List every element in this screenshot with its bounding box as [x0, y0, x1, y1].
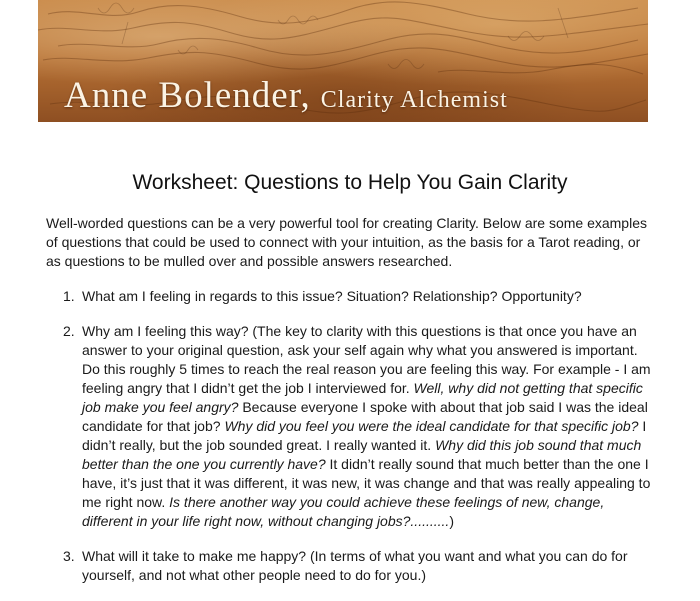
question-text: What am I feeling in regards to this issue? Situation? Relationship? Opportunity? [82, 288, 582, 304]
question-number: 2. [63, 323, 75, 339]
example-question: Well, why did not getting that specific job make you feel angry? [82, 380, 643, 415]
author-title: Clarity Alchemist [320, 87, 508, 113]
example-question: Why did you feel you were the ideal candidate for that specific job? [224, 418, 639, 434]
worksheet-title: Worksheet: Questions to Help You Gain Clarity [132, 171, 568, 194]
question-text: What will it take to make me happy? (In terms of what you want and what you can do for yourself, and not what other people need to do for you.) [82, 548, 628, 583]
author-name: Anne Bolender, [64, 75, 311, 116]
question-text: Why am I feeling this way? (The key to clarity with this questions is that once you have an answer to your original question, ask your self again why what you answered is important. Do this roughly 5 times to reach the real reason you are feeling this way. For example - I am feeling angry that I didn’t get the job I interviewed for. Well, why did not getting that specific job make you feel angry? Because everyone I spoke with about that job said I was the ideal candidate for that job? Why did you feel you were the ideal candidate for that specific job? I didn’t really, but the job sounded great. I really wanted it. Why did this job sound that much better than the one you currently have? It didn’t really sound that much better than the one I have, it’s just that it was different, it was new, it was change and that was really appealing to me right now. Is there another way you could achieve these feelings of new, change, different in your life right now, without changing jobs?..........) [82, 323, 651, 529]
intro-paragraph: Well-worded questions can be a very powerful tool for creating Clarity. Below are some examples of questions that could be used to connect with your intuition, as the basis for a Tarot reading, or as questions to be mulled over and possible answers researched. [46, 215, 647, 269]
example-question: Is there another way you could achieve these feelings of new, change, different in your life right now, without changing jobs?.......... [82, 494, 605, 529]
header-banner [38, 0, 648, 122]
question-list [46, 287, 658, 601]
question-number: 3. [63, 548, 75, 564]
banner-text [64, 74, 508, 117]
example-question: Why did this job sound that much better than the one you currently have? [82, 437, 642, 472]
question-item [46, 287, 658, 306]
question-item [46, 322, 658, 531]
question-item [46, 547, 658, 585]
question-number: 1. [63, 288, 75, 304]
